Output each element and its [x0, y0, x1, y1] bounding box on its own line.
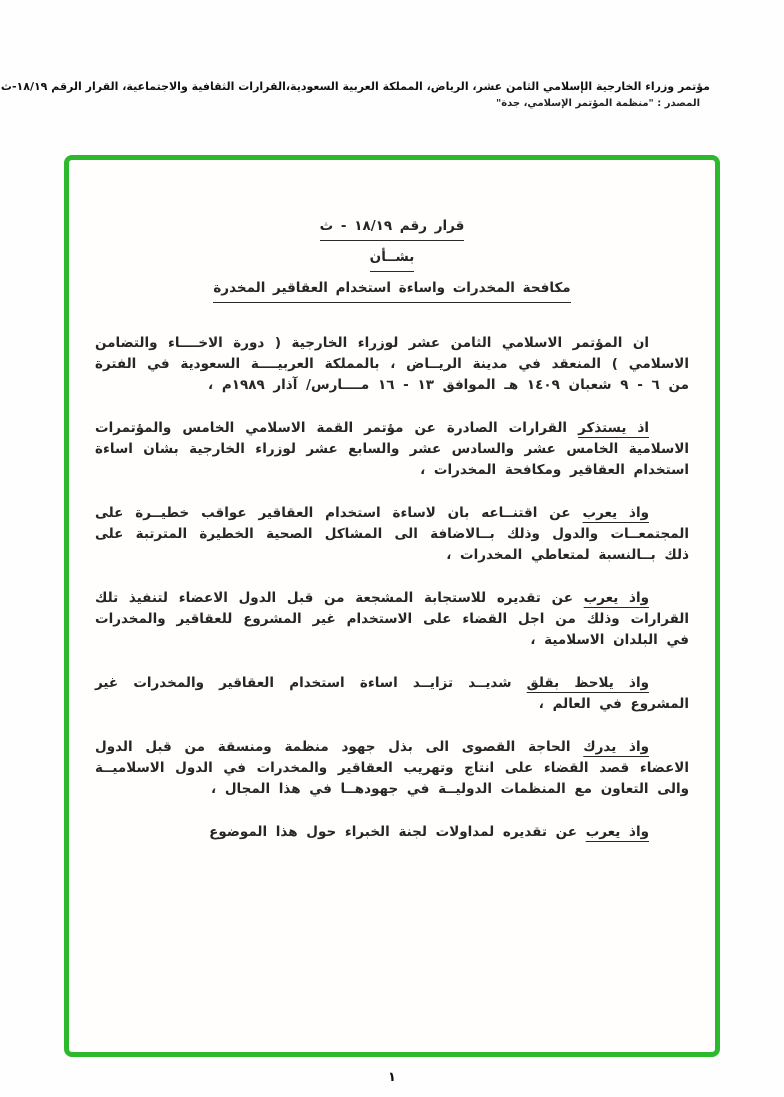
- paragraph-text: عن اقتنــاعه بان لاساءة استخدام العقاقير عواقب خطيــرة على المجتمعــات والدول وذلك بــالاضافة الى المشاكل الصحية الخطيرة المترتبة على ذلك بــالنسبة لمتعاطي المخدرات ،: [95, 505, 689, 563]
- source-header-title: مؤتمر وزراء الخارجية الإسلامي الثامن عشر، الرياض، المملكة العربية السعودية،القرارات الثقافية والاجتماعية، القرار الرقم ١٨/١٩-ث: [0, 80, 710, 93]
- paragraph-convinced: [95, 503, 689, 566]
- resolution-subject-line: [95, 278, 689, 303]
- paragraph-text: ان المؤتمر الاسلامي الثامن عشر لوزراء الخارجية ( دورة الاخــــاء والتضامن الاسلامي ) المنعقد في مدينة الريــاض ، بالمملكة العربيــــة السعودية في الفترة من ٦ - ٩ شعبان ١٤٠٩ هـ الموافق ١٣ - ١٦ مــــارس/ آذار ١٩٨٩م ،: [95, 335, 689, 393]
- paragraph-lead: واذ يدرك: [583, 739, 649, 755]
- paragraph-text: شديــد تزايــد اساءة استخدام العقاقير والمخدرات غير المشروع في العالم ،: [95, 675, 689, 712]
- resolution-subject: مكافحة المخدرات واساءة استخدام العقاقير المخدرة: [213, 278, 570, 303]
- paragraph-text: القرارات الصادرة عن مؤتمر القمة الاسلامي الخامس والمؤتمرات الاسلامية الخامس عشر والسادس عشر والسابع عشر لوزراء الخارجية بشان اساءة استخدام العقاقير ومكافحة المخدرات ،: [95, 420, 689, 478]
- paragraph-text: الحاجة القصوى الى بذل جهود منظمة ومنسقة من قبل الدول الاعضاء قصد القضاء على انتاج وتهريب العقاقير والمخدرات في الدول الاسلاميــة والى التعاون مع المنظمات الدوليــة في جهودهــا في هذا المجال ،: [95, 739, 689, 797]
- source-header: [0, 80, 710, 109]
- paragraph-lead: واذ يلاحظ بقلق: [526, 675, 649, 691]
- source-header-origin: المصدر : "منظمة المؤتمر الإسلامي، جدة": [495, 98, 700, 109]
- paragraph-experts-committee: [95, 822, 689, 843]
- resolution-number-line: [95, 216, 689, 241]
- paragraph-aware: [95, 737, 689, 800]
- paragraph-lead: واذ يعرب: [582, 505, 649, 521]
- paragraph-lead: واذ يعرب: [583, 590, 649, 606]
- paragraph-recalling: [95, 418, 689, 481]
- resolution-body: [69, 160, 715, 843]
- paragraph-appreciation: [95, 588, 689, 651]
- paragraph-text: عن تقديره لمداولات لجنة الخبراء حول هذا الموضوع: [209, 824, 577, 840]
- page-number: ١: [388, 1070, 396, 1085]
- resolution-title-block: [95, 216, 689, 303]
- paragraph-lead: اذ يستذكر: [578, 420, 650, 436]
- paragraph-noting-concern: [95, 673, 689, 715]
- paragraph-preamble: [95, 333, 689, 396]
- resolution-regarding-line: [95, 247, 689, 272]
- paragraph-lead: واذ يعرب: [585, 824, 649, 840]
- resolution-regarding: بشــأن: [370, 247, 415, 272]
- scan-highlight-frame: [64, 155, 720, 1057]
- resolution-number: قرار رقم ١٨/١٩ - ث: [320, 216, 465, 241]
- paragraph-text: عن تقديره للاستجابة المشجعة من قبل الدول الاعضاء لتنفيذ تلك القرارات وذلك من اجل القضاء على الاستخدام غير المشروع للعقاقير والمخدرات في البلدان الاسلامية ،: [95, 590, 689, 648]
